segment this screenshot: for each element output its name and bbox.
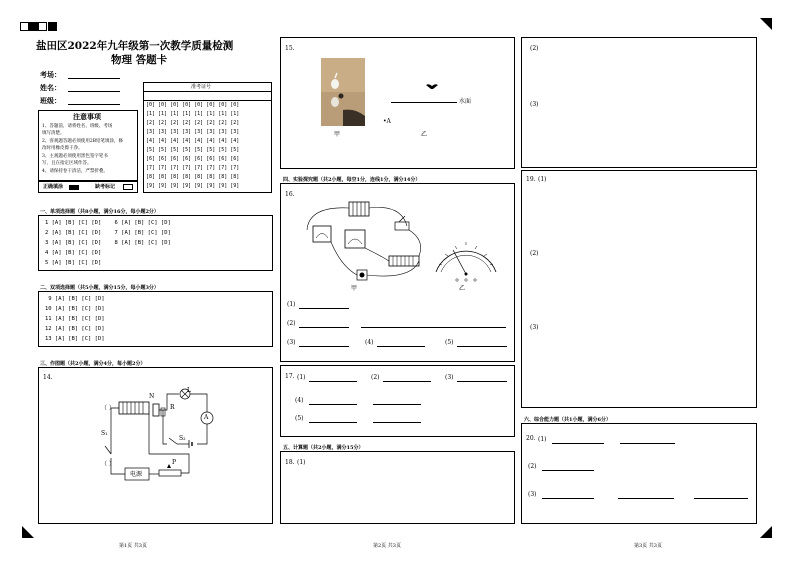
section2-box	[38, 291, 273, 347]
notice-line: 3、主观题必须使用黑色签字笔书	[42, 154, 108, 159]
missing-mark-label: 缺考标记	[95, 184, 116, 190]
exam-number-title: 准考证号	[191, 84, 212, 90]
q17-blank-2[interactable]	[383, 381, 431, 382]
q14-number: 14.	[43, 374, 53, 381]
q15-box	[280, 37, 515, 169]
choice-row[interactable]: 13 [A] [B] [C] [D]	[45, 336, 105, 342]
notice-line: 4、请保持卷干清洁，严禁折叠。	[42, 169, 108, 174]
point-a-label: •A	[383, 118, 391, 125]
q20-blank-1-label: (1)	[538, 436, 547, 443]
logo-squares	[20, 16, 57, 35]
q18-box[interactable]	[280, 451, 515, 524]
q16-box	[280, 183, 515, 362]
notice-line: 填写清楚。	[42, 131, 65, 136]
field-exam-room-label: 考场：	[40, 70, 61, 79]
q16-blank-4-label: (4)	[365, 339, 374, 346]
choice-row[interactable]: 1 [A] [B] [C] [D] 6 [A] [B] [C] [D]	[45, 220, 171, 226]
exam-number-row[interactable]: [2] [2] [2] [2] [2] [2] [2] [2]	[146, 120, 240, 126]
q19-box[interactable]	[521, 170, 757, 408]
label-slider-p: P	[172, 459, 177, 466]
q17-blank-3-label: (3)	[445, 374, 454, 381]
q17-blank-5b[interactable]	[373, 422, 421, 423]
figure-jia-label: 甲	[334, 131, 341, 138]
exam-number-row[interactable]: [0] [0] [0] [0] [0] [0] [0] [0]	[146, 102, 240, 108]
q17-blank-4-label: (4)	[295, 397, 304, 404]
q18-part1: (1)	[297, 459, 306, 466]
q20-blank-2-label: (2)	[528, 463, 537, 470]
section5-title: 五、计算题（共2小题，满分15分）	[283, 445, 364, 451]
q17-blank-1[interactable]	[309, 381, 357, 382]
q17-blank-4a[interactable]	[309, 404, 357, 405]
notice-line: 1、答题前，请将姓名、班级、考场	[42, 124, 113, 129]
q17-box	[280, 365, 515, 437]
choice-row[interactable]: 11 [A] [B] [C] [D]	[45, 316, 105, 322]
correct-fill-label: 正确填涂	[43, 184, 64, 190]
corner-mark-bottom-left	[22, 526, 34, 538]
choice-row[interactable]: 10 [A] [B] [C] [D]	[45, 306, 105, 312]
section2-title: 二、双项选择题（共5小题，满分15分，每小题3分）	[40, 285, 159, 291]
q16-figure-jia: 甲	[351, 285, 358, 292]
exam-number-row[interactable]: [7] [7] [7] [7] [7] [7] [7] [7]	[146, 165, 240, 171]
q16-blank-2-label: (2)	[287, 320, 296, 327]
q20-blank-3a[interactable]	[542, 498, 594, 499]
exam-number-grid	[143, 82, 272, 193]
notice-line: 写，且在指定区域作答。	[42, 161, 92, 166]
q20-blank-3-label: (3)	[528, 491, 537, 498]
exam-number-row[interactable]: [9] [9] [9] [9] [9] [9] [9] [9]	[146, 183, 240, 189]
water-surface-label: 水面	[459, 98, 472, 105]
exam-number-row[interactable]: [8] [8] [8] [8] [8] [8] [8] [8]	[146, 174, 240, 180]
field-name-input[interactable]	[68, 91, 120, 92]
q17-number: 17.	[285, 373, 295, 380]
exam-number-row[interactable]: [5] [5] [5] [5] [5] [5] [5] [5]	[146, 147, 240, 153]
q16-blank-3-label: (3)	[287, 339, 296, 346]
q20-number: 20.	[526, 435, 536, 442]
q16-number: 16.	[285, 191, 295, 198]
q18-continued-box[interactable]	[521, 37, 757, 168]
q16-blank-1-label: (1)	[287, 301, 296, 308]
q16-blank-5[interactable]	[457, 346, 507, 347]
q17-blank-4b[interactable]	[373, 404, 421, 405]
field-name-label: 姓名：	[40, 83, 61, 92]
choice-row[interactable]: 5 [A] [B] [C] [D]	[45, 260, 102, 266]
q20-blank-2[interactable]	[542, 470, 594, 471]
q16-figure-yi: 乙	[459, 285, 466, 292]
q16-blank-3[interactable]	[299, 346, 349, 347]
section1-box	[38, 215, 273, 271]
q18-part2: (2)	[530, 45, 539, 52]
label-lamp-l: L	[187, 387, 191, 394]
q20-blank-1b[interactable]	[620, 443, 675, 444]
choice-row[interactable]: 2 [A] [B] [C] [D] 7 [A] [B] [C] [D]	[45, 230, 171, 236]
choice-row[interactable]: 9 [A] [B] [C] [D]	[45, 296, 105, 302]
pole-answer-blank-2[interactable]: （ ）	[101, 461, 115, 468]
label-switch-s2: S₂	[179, 435, 186, 442]
corner-mark-top-right	[760, 18, 772, 30]
q18-number: 18.	[285, 459, 295, 466]
notice-line: 2、客观题答题必须使用2B铅笔填涂，修	[42, 139, 124, 144]
q16-experiment-circuit	[301, 196, 431, 286]
q19-number: 19.	[526, 176, 536, 183]
label-power-supply: 电源	[130, 471, 143, 478]
choice-row[interactable]: 3 [A] [B] [C] [D] 8 [A] [B] [C] [D]	[45, 240, 171, 246]
q17-blank-5-label: (5)	[295, 415, 304, 422]
pole-answer-blank-1[interactable]: （ ）	[101, 405, 115, 412]
bird-icon	[425, 82, 439, 90]
q20-blank-1a[interactable]	[552, 443, 604, 444]
q19-part3: (3)	[530, 324, 539, 331]
q17-blank-1-label: (1)	[297, 374, 306, 381]
exam-number-row[interactable]: [6] [6] [6] [6] [6] [6] [6] [6]	[146, 156, 240, 162]
field-class-label: 班级：	[40, 96, 61, 105]
missing-mark-box[interactable]	[123, 184, 133, 190]
correct-fill-sample	[69, 185, 79, 190]
footer-page1: 第1页 共3页	[119, 543, 147, 549]
section4-title: 四、实验探究题（共2小题，每空1分，连线1分，满分14分）	[283, 177, 421, 183]
q20-box	[521, 423, 757, 524]
water-surface-line	[391, 102, 457, 103]
q20-blank-3c[interactable]	[694, 498, 748, 499]
notice-title: 注意事项	[73, 112, 101, 121]
exam-number-row[interactable]: [3] [3] [3] [3] [3] [3] [3] [3]	[146, 129, 240, 135]
fill-legend	[38, 181, 138, 193]
section6-title: 六、综合能力题（共1小题，满分6分）	[524, 417, 611, 423]
q16-meter-dial	[431, 234, 501, 284]
section1-title: 一、单项选择题（共8小题，满分16分，每小题2分）	[40, 209, 159, 215]
exam-subtitle: 物理 答题卡	[111, 54, 168, 66]
exam-title: 盐田区2022年九年级第一次教学质量检测	[36, 40, 234, 52]
q16-blank-2a[interactable]	[299, 327, 349, 328]
label-resistor-r: R	[170, 404, 175, 411]
figure-yi-label: 乙	[421, 131, 428, 138]
q18-part3: (3)	[530, 101, 539, 108]
exam-number-row[interactable]: [4] [4] [4] [4] [4] [4] [4] [4]	[146, 138, 240, 144]
section3-title: 三、作图题（共2小题，满分4分，每小题2分）	[40, 361, 146, 367]
exam-number-row[interactable]: [1] [1] [1] [1] [1] [1] [1] [1]	[146, 111, 240, 117]
field-exam-room-input[interactable]	[68, 78, 120, 79]
choice-row[interactable]: 12 [A] [B] [C] [D]	[45, 326, 105, 332]
label-ammeter-a: A	[204, 414, 209, 421]
corner-mark-bottom-right	[760, 526, 772, 538]
label-n-pole: N	[149, 393, 155, 400]
q16-blank-2b[interactable]	[361, 327, 506, 328]
notice-box	[38, 110, 138, 181]
q14-circuit-diagram	[89, 384, 229, 484]
q15-number: 15.	[285, 45, 295, 52]
q16-blank-4[interactable]	[377, 346, 425, 347]
q15-egret-photo	[321, 58, 365, 126]
label-switch-s1: S₁	[101, 430, 108, 437]
field-class-input[interactable]	[68, 104, 120, 105]
q17-blank-3[interactable]	[457, 381, 507, 382]
q17-blank-5a[interactable]	[309, 422, 357, 423]
q19-part2: (2)	[530, 250, 539, 257]
footer-page3: 第3页 共3页	[634, 543, 662, 549]
q17-blank-2-label: (2)	[371, 374, 380, 381]
q16-blank-5-label: (5)	[445, 339, 454, 346]
section3-box	[38, 367, 273, 524]
q20-blank-3b[interactable]	[618, 498, 674, 499]
q16-blank-1[interactable]	[299, 308, 349, 309]
q19-part1: (1)	[538, 176, 547, 183]
choice-row[interactable]: 4 [A] [B] [C] [D]	[45, 250, 102, 256]
footer-page2: 第2页 共3页	[373, 543, 401, 549]
notice-line: 改时用橡皮擦干净。	[42, 146, 83, 151]
